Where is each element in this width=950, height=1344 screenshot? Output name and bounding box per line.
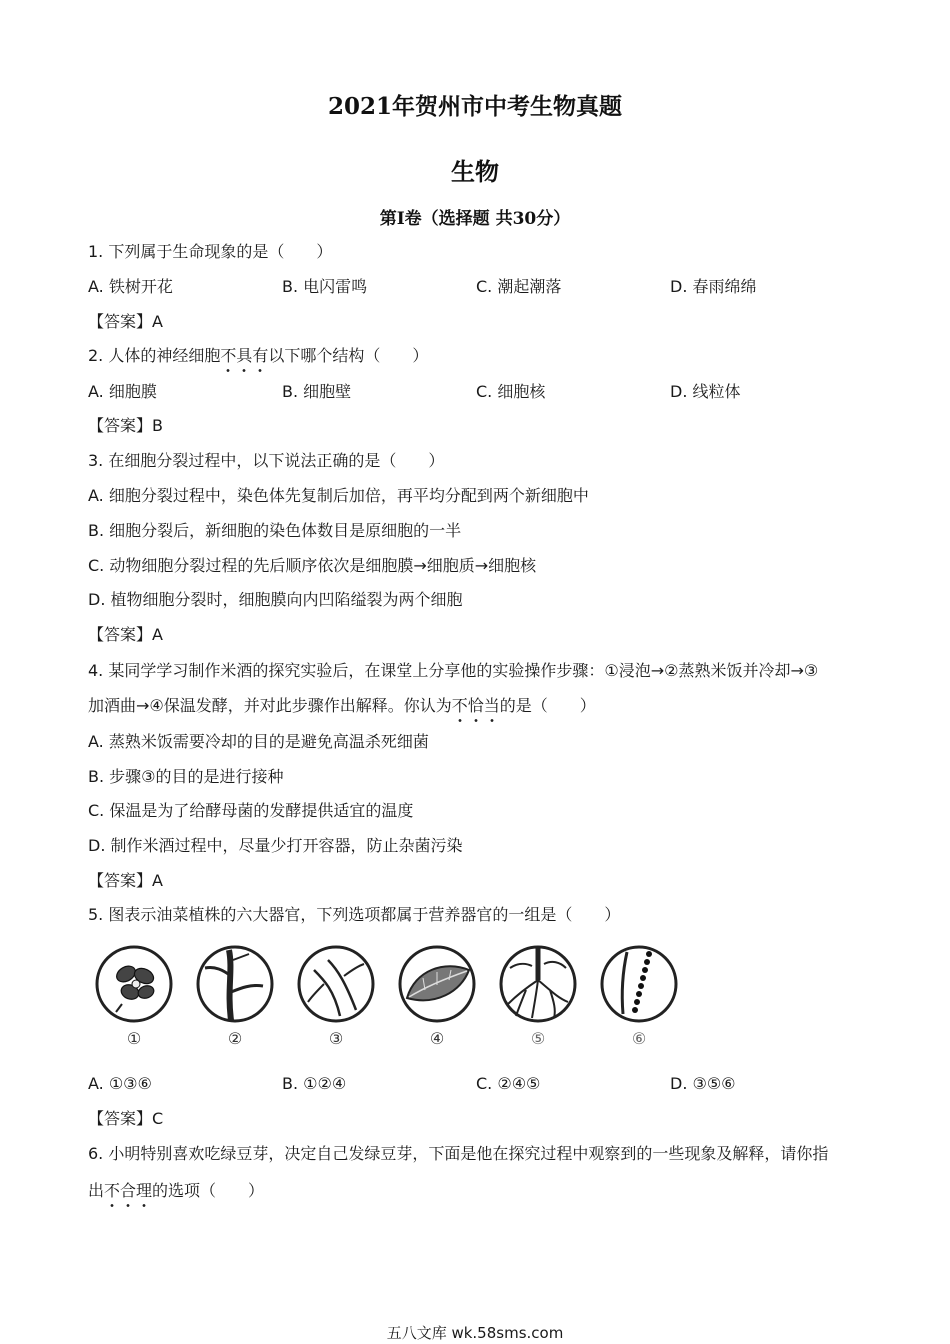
figure-label-4: ④ [429, 1029, 445, 1048]
figure-label-6: ⑥ [631, 1029, 647, 1048]
q2-answer: 【答案】B [88, 416, 163, 435]
plant-organs-figure [92, 940, 692, 1050]
question-6-stem-line1: 6. 小明特别喜欢吃绿豆芽，决定自己发绿豆芽，下面是他在探究过程中观察到的一些现象及解释，请你指 [88, 1144, 829, 1163]
figure-label-1: ① [126, 1029, 142, 1048]
figure-seed [597, 940, 683, 1050]
q4-stem-pre: 加酒曲→④保温发酵，并对此步骤作出解释。你认为 [88, 696, 452, 715]
q6-stem-post: 的选项（ ） [152, 1181, 265, 1200]
q2-option-c: C. 细胞核 [476, 382, 546, 401]
question-4-stem-line1: 4. 某同学学习制作米酒的探究实验后，在课堂上分享他的实验操作步骤：①浸泡→②蒸熟米饭并冷却→③ [88, 661, 819, 680]
document-title: 2021年贺州市中考生物真题 [327, 93, 622, 120]
question-3-stem: 3. 在细胞分裂过程中，以下说法正确的是（ ） [88, 451, 445, 470]
q4-stem-post: 的是（ ） [499, 696, 596, 715]
q1-option-b: B. 电闪雷鸣 [282, 277, 368, 296]
figure-flower [92, 940, 178, 1050]
q5-option-a: A. ①③⑥ [88, 1074, 152, 1093]
q4-option-c: C. 保温是为了给酵母菌的发酵提供适宜的温度 [88, 801, 414, 820]
q4-answer: 【答案】A [88, 871, 163, 890]
q6-stem-emphasis: 不合理 [104, 1181, 153, 1200]
q3-option-a: A. 细胞分裂过程中，染色体先复制后加倍，再平均分配到两个新细胞中 [88, 486, 589, 505]
figure-leaf [395, 940, 481, 1050]
q2-stem-pre: 2. 人体的神经细胞 [88, 346, 221, 365]
q4-option-a: A. 蒸熟米饭需要冷却的目的是避免高温杀死细菌 [88, 732, 429, 751]
q4-stem-emphasis: 不恰当 [451, 696, 500, 715]
figure-label-2: ② [227, 1029, 243, 1048]
q6-stem-pre: 出 [88, 1181, 105, 1200]
q2-stem-emphasis: 不具有 [220, 346, 269, 365]
question-1-stem: 1. 下列属于生命现象的是（ ） [88, 242, 333, 261]
q3-option-c: C. 动物细胞分裂过程的先后顺序依次是细胞膜→细胞质→细胞核 [88, 556, 537, 575]
q4-option-d: D. 制作米酒过程中，尽量少打开容器，防止杂菌污染 [88, 836, 463, 855]
q5-option-d: D. ③⑤⑥ [670, 1074, 736, 1093]
q2-option-d: D. 线粒体 [670, 382, 741, 401]
q1-option-c: C. 潮起潮落 [476, 277, 562, 296]
question-5-stem: 5. 图表示油菜植株的六大器官，下列选项都属于营养器官的一组是（ ） [88, 905, 621, 924]
q1-option-d: D. 春雨绵绵 [670, 277, 757, 296]
q3-answer: 【答案】A [88, 625, 163, 644]
question-4-stem-line2 [88, 695, 596, 717]
q5-option-b: B. ①②④ [282, 1074, 347, 1093]
footer-watermark: 五八文库 wk.58sms.com [386, 1324, 564, 1342]
figure-stem [193, 940, 279, 1050]
q1-option-a: A. 铁树开花 [88, 277, 173, 296]
q5-answer: 【答案】C [88, 1109, 164, 1128]
section-heading: 第Ⅰ卷（选择题 共30分） [379, 209, 571, 229]
q4-option-b: B. 步骤③的目的是进行接种 [88, 767, 284, 786]
q1-answer: 【答案】A [88, 312, 163, 331]
figure-label-3: ③ [328, 1029, 344, 1048]
q3-option-b: B. 细胞分裂后，新细胞的染色体数目是原细胞的一半 [88, 521, 462, 540]
q2-option-b: B. 细胞壁 [282, 382, 352, 401]
question-6-stem-line2 [88, 1180, 264, 1202]
question-2-stem [88, 345, 428, 367]
figure-fruit [294, 940, 380, 1050]
figure-label-5: ⑤ [530, 1029, 546, 1048]
q2-stem-post: 以下哪个结构（ ） [268, 346, 429, 365]
q2-option-a: A. 细胞膜 [88, 382, 157, 401]
subject-heading: 生物 [451, 157, 499, 186]
q3-option-d: D. 植物细胞分裂时，细胞膜向内凹陷缢裂为两个细胞 [88, 590, 463, 609]
figure-root [496, 940, 582, 1050]
q5-option-c: C. ②④⑤ [476, 1074, 541, 1093]
